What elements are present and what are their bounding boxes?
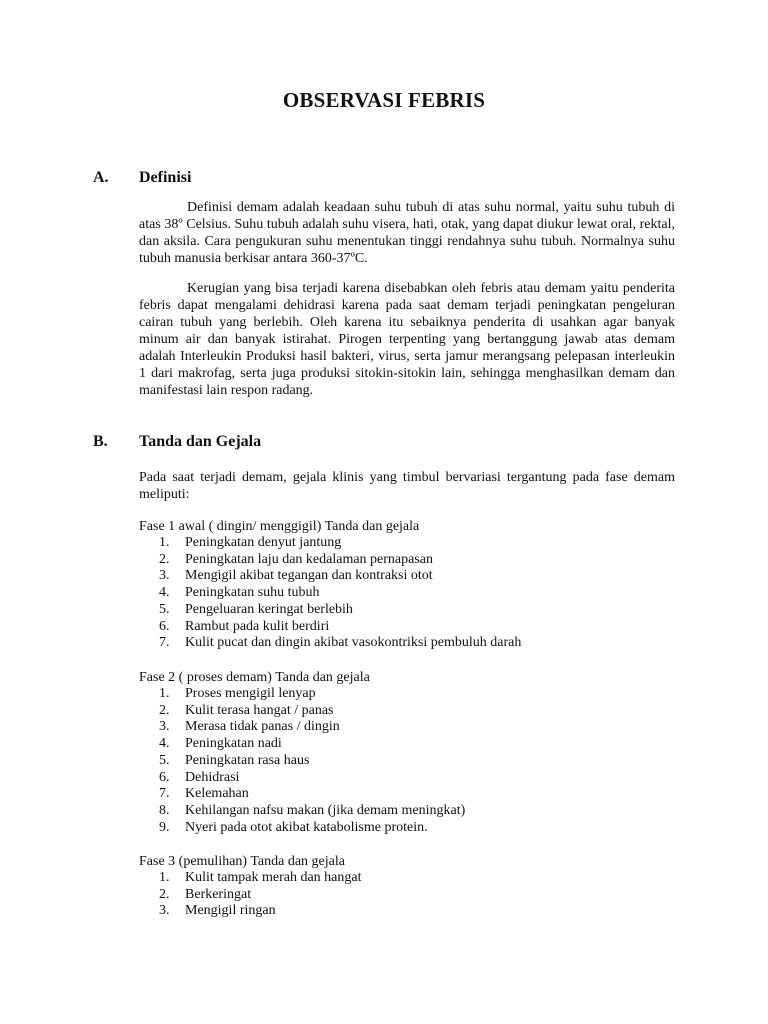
document-title: OBSERVASI FEBRIS	[282, 88, 486, 112]
section-a-paragraph-2: Kerugian yang bisa terjadi karena disebabkan oleh febris atau demam yaitu penderita febris dapat mengalami dehidrasi karena pada saat demam terjadi peningkatan pengeluran cairan tubuh yang berlebih. Oleh karena itu sebaiknya penderita di usahkan agar banyak minum air dan banyak istirahat. Pirogen terpenting yang bertanggung jawab atas demam adalah Interleukin Produksi hasil bakteri, virus, serta jamur merangsang pelepasan interleukin 1 dari makrofag, serta juga produksi sitokin-sitokin lain, sehingga menghasilkan demam dan manifestasi lain respon radang.	[139, 281, 675, 398]
list-item	[139, 602, 521, 619]
list-item-number: 1.	[159, 870, 170, 885]
list-item	[139, 535, 521, 552]
section-a-heading	[93, 169, 191, 187]
list-item-text: Peningkatan laju dan kedalaman pernapasan	[185, 551, 434, 567]
list-item-number: 4.	[159, 736, 170, 752]
fase-1-label: Fase 1 awal ( dingin/ menggigil) Tanda dan gejala	[139, 519, 420, 534]
list-item-text: Nyeri pada otot akibat katabolisme protein.	[185, 819, 428, 835]
list-item-text: Proses mengigil lenyap	[185, 686, 316, 701]
list-item-number: 7.	[159, 786, 170, 802]
fase-3-list	[139, 870, 362, 920]
list-item-text: Berkeringat	[185, 886, 252, 902]
fase-2-list	[139, 686, 465, 836]
list-item-number: 6.	[159, 618, 170, 634]
list-item-number: 9.	[159, 819, 170, 835]
list-item	[139, 903, 362, 920]
list-item-text: Kulit terasa hangat / panas	[185, 702, 334, 718]
fase-3-label: Fase 3 (pemulihan) Tanda dan gejala	[139, 854, 345, 869]
list-item-text: Mengigil akibat tegangan dan kontraksi otot	[185, 568, 433, 584]
list-item-number: 3.	[159, 719, 170, 735]
section-b-letter: B.	[93, 433, 108, 450]
list-item-number: 6.	[159, 769, 170, 785]
list-item	[139, 753, 465, 770]
list-item-number: 8.	[159, 802, 170, 818]
list-item	[139, 736, 465, 753]
list-item-text: Dehidrasi	[185, 769, 240, 785]
list-item-text: Kulit pucat dan dingin akibat vasokontriksi pembuluh darah	[185, 635, 522, 651]
list-item-text: Mengigil ringan	[185, 903, 276, 919]
list-item	[139, 870, 362, 887]
list-item-text: Merasa tidak panas / dingin	[185, 719, 340, 735]
list-item	[139, 686, 465, 703]
list-item-number: 7.	[159, 635, 170, 651]
list-item-number: 3.	[159, 568, 170, 584]
list-item-number: 1.	[159, 686, 170, 701]
list-item-text: Kelemahan	[185, 786, 249, 802]
list-item	[139, 820, 465, 837]
list-item-number: 2.	[159, 551, 170, 567]
list-item-text: Kulit tampak merah dan hangat	[185, 870, 362, 885]
list-item-number: 2.	[159, 886, 170, 902]
list-item	[139, 568, 521, 585]
list-item-text: Kehilangan nafsu makan (jika demam meningkat)	[185, 802, 466, 818]
list-item-text: Rambut pada kulit berdiri	[185, 618, 330, 634]
section-a-paragraph-1: Definisi demam adalah keadaan suhu tubuh di atas suhu normal, yaitu suhu tubuh di atas 38º Celsius. Suhu tubuh adalah suhu visera, hati, otak, yang dapat diukur lewat oral, rektal, dan aksila. Cara pengukuran suhu menentukan tinggi rendahnya suhu tubuh. Normalnya suhu tubuh manusia berkisar antara 360-37ºC.	[139, 200, 675, 266]
section-a-letter: A.	[93, 169, 109, 186]
list-item	[139, 703, 465, 720]
list-item-text: Peningkatan denyut jantung	[185, 535, 342, 550]
fase-2-label: Fase 2 ( proses demam) Tanda dan gejala	[139, 670, 370, 685]
section-b-title: Tanda dan Gejala	[139, 433, 262, 450]
list-item-number: 1.	[159, 535, 170, 550]
list-item	[139, 635, 521, 652]
list-item-number: 2.	[159, 702, 170, 718]
list-item	[139, 619, 521, 636]
list-item	[139, 770, 465, 787]
list-item-text: Pengeluaran keringat berlebih	[185, 601, 353, 617]
list-item-text: Peningkatan nadi	[185, 736, 282, 752]
list-item-text: Peningkatan rasa haus	[185, 752, 310, 768]
list-item-number: 4.	[159, 585, 170, 601]
list-item	[139, 552, 521, 569]
list-item-number: 5.	[159, 601, 170, 617]
list-item	[139, 585, 521, 602]
section-b-intro: Pada saat terjadi demam, gejala klinis yang timbul bervariasi tergantung pada fase demam meliputi:	[139, 470, 675, 502]
list-item-number: 3.	[159, 903, 170, 919]
list-item-number: 5.	[159, 752, 170, 768]
fase-1-list	[139, 535, 521, 652]
section-b-heading	[93, 433, 261, 451]
list-item	[139, 786, 465, 803]
list-item-text: Peningkatan suhu tubuh	[185, 585, 320, 601]
section-a-title: Definisi	[139, 169, 192, 186]
list-item	[139, 887, 362, 904]
list-item	[139, 803, 465, 820]
list-item	[139, 719, 465, 736]
